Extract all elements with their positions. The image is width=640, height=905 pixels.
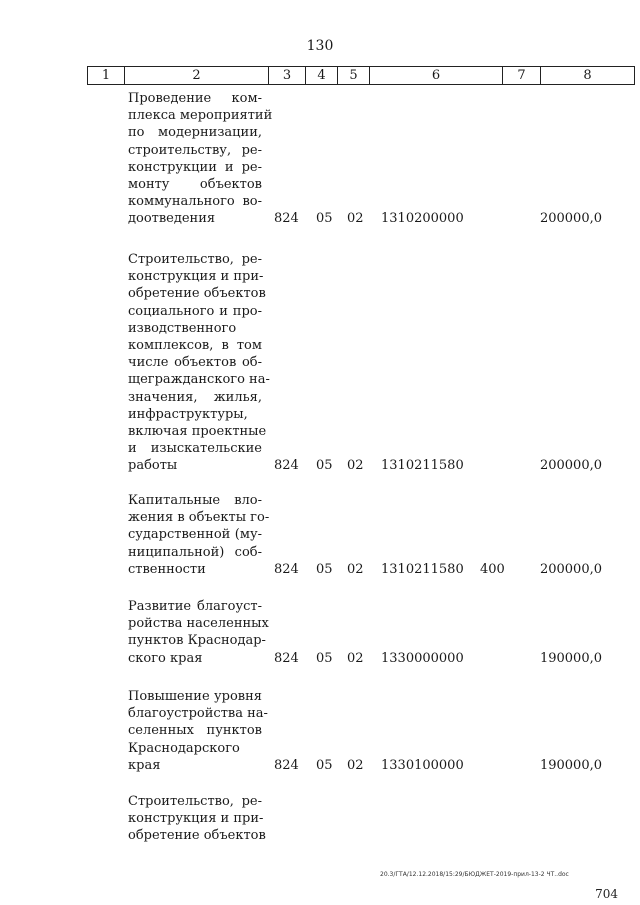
description-line: Строительство, ре- (128, 794, 262, 809)
row-subsection-code: 02 (347, 757, 364, 773)
page-number: 130 (306, 38, 334, 54)
row-section-code: 05 (316, 650, 333, 666)
description-line: Повышение уровня (128, 689, 262, 704)
description-line: конструкция и при- (128, 811, 264, 827)
row-target-article-code: 1310211580 (381, 561, 464, 577)
description-line: пунктов Краснодар- (128, 633, 266, 649)
row-subsection-code: 02 (347, 458, 364, 474)
description-line: конструкция и при- (128, 269, 264, 285)
row-description (128, 251, 270, 475)
row-ministry-code: 824 (274, 458, 299, 474)
row-description (128, 598, 269, 667)
description-line: работы (128, 458, 178, 474)
description-line: и изыскательские (128, 441, 262, 457)
description-line: щегражданского на- (128, 372, 270, 388)
description-line: благоустройства на- (128, 706, 268, 722)
row-target-article-code: 1310211580 (381, 458, 464, 474)
row-amount: 190000,0 (539, 757, 602, 773)
row-amount: 200000,0 (539, 561, 602, 577)
description-line: обретение объектов (128, 286, 266, 302)
row-subsection-code: 02 (347, 211, 364, 227)
column-header-5: 5 (338, 67, 370, 85)
row-section-code: 05 (316, 458, 333, 474)
description-line: строительству, ре- (128, 142, 262, 158)
column-header-7: 7 (503, 67, 541, 85)
row-subsection-code: 02 (347, 561, 364, 577)
row-ministry-code: 824 (274, 561, 299, 577)
description-line: включая проектные (128, 424, 267, 440)
column-header-8: 8 (541, 67, 635, 85)
description-line: изводственного (128, 320, 237, 336)
description-line: ственности (128, 561, 206, 577)
description-line: Развитие благоуст- (128, 599, 262, 614)
row-ministry-code: 824 (274, 650, 299, 666)
description-line: комплексов, в том (128, 338, 262, 354)
row-amount: 200000,0 (539, 211, 602, 227)
row-subsection-code: 02 (347, 650, 364, 666)
description-line: социального и про- (128, 303, 262, 319)
description-line: Краснодарского (128, 740, 240, 756)
description-line: монту объектов (128, 177, 262, 193)
description-line: ройства населенных (128, 616, 269, 632)
row-target-article-code: 1330100000 (381, 757, 464, 773)
row-amount: 200000,0 (539, 458, 602, 474)
row-description (128, 793, 266, 845)
description-line: ского края (128, 650, 203, 666)
footer-file-path: 20.3/ГТА/12.12.2018/15:29/БЮДЖЕТ-2019-прил-13-2 ЧТ..doc (380, 871, 569, 878)
description-line: края (128, 757, 161, 773)
description-line: доотведения (128, 211, 216, 227)
description-line: по модернизации, (128, 125, 262, 141)
row-description (128, 90, 273, 228)
row-section-code: 05 (316, 211, 333, 227)
column-header-4: 4 (306, 67, 338, 85)
description-line: инфраструктуры, (128, 406, 248, 422)
description-line: Капитальные вло- (128, 493, 262, 508)
row-ministry-code: 824 (274, 211, 299, 227)
description-line: жения в объекты го- (128, 510, 270, 526)
column-header-6: 6 (370, 67, 503, 85)
description-line: сударственной (му- (128, 527, 262, 543)
column-header-1: 1 (88, 67, 125, 85)
column-header-3: 3 (269, 67, 306, 85)
row-description (128, 688, 268, 774)
description-line: обретение объектов (128, 828, 266, 844)
row-amount: 190000,0 (539, 650, 602, 666)
description-line: Строительство, ре- (128, 252, 262, 267)
page-stamp-number: 704 (595, 887, 618, 901)
row-expense-type-code: 400 (480, 561, 505, 577)
description-line: коммунального во- (128, 194, 262, 210)
description-line: плекса мероприятий (128, 108, 273, 124)
row-ministry-code: 824 (274, 757, 299, 773)
description-line: числе объектов об- (128, 355, 262, 371)
row-target-article-code: 1330000000 (381, 650, 464, 666)
description-line: Проведение ком- (128, 91, 262, 106)
description-line: конструкции и ре- (128, 159, 262, 175)
description-line: селенных пунктов (128, 723, 262, 739)
description-line: ниципальной) соб- (128, 544, 262, 560)
row-section-code: 05 (316, 757, 333, 773)
row-section-code: 05 (316, 561, 333, 577)
row-description (128, 492, 270, 578)
description-line: значения, жилья, (128, 389, 262, 405)
row-target-article-code: 1310200000 (381, 211, 464, 227)
column-header-2: 2 (125, 67, 269, 85)
